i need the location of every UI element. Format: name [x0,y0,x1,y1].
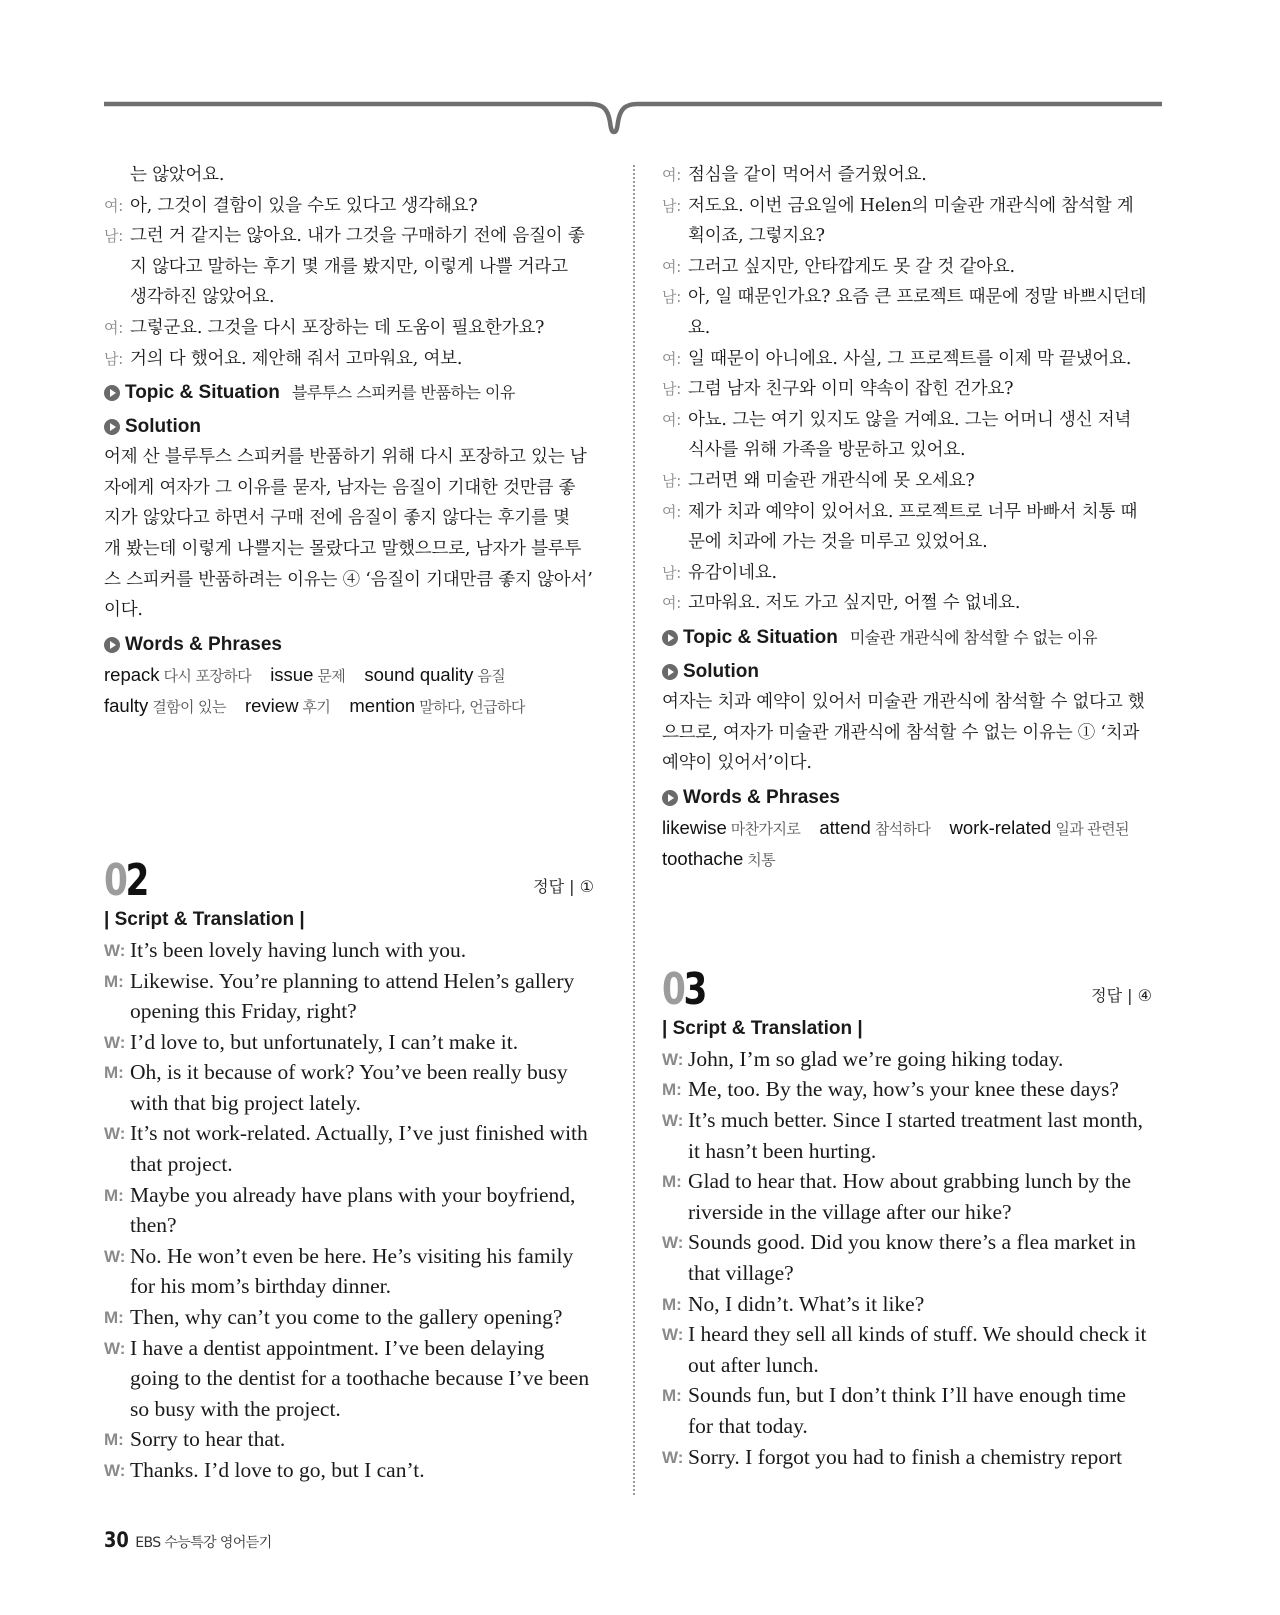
dialogue-line [662,1136,1152,1167]
dialogue-line [104,282,594,313]
speaker-label: M: [104,1430,124,1450]
vocab-korean: 다시 포장하다 [163,666,252,685]
dialogue-line [104,1455,594,1486]
topic-value: 미술관 개관식에 참석할 수 없는 이유 [849,627,1098,647]
dialogue-text: It’s been lovely having lunch with you. [130,937,467,962]
topic-value: 블루투스 스피커를 반품하는 이유 [291,383,515,403]
words-phrases-heading [104,630,594,660]
script-translation-title: | Script & Translation | [662,1017,863,1039]
dialogue-text: I heard they sell all kinds of stuff. We should check it [688,1322,1147,1347]
vocab-english: faulty [104,695,149,717]
play-bullet-icon [104,637,120,653]
vocab-english: toothache [662,848,744,870]
speaker-label: W: [104,940,126,960]
dialogue-line [662,221,1152,252]
right-column [662,160,1152,1472]
dialogue-text: 아뇨. 그는 여기 있지도 않을 거예요. 그는 어머니 생신 저녁 [688,409,1132,430]
topic-label: Topic & Situation [125,382,280,404]
dialogue-text: 저도요. 이번 금요일에 Helen의 미술관 개관식에 참석할 계 [688,195,1134,216]
dialogue-line [104,1302,594,1333]
dialogue-text: It’s much better. Since I started treatment last month, [688,1108,1143,1133]
question-header [104,854,594,906]
script-translation-title: | Script & Translation | [104,908,305,930]
vocab-english: work-related [949,816,1052,838]
dialogue-text: 요. [688,317,711,338]
english-script-q2 [104,935,594,1486]
play-bullet-icon [662,790,678,806]
dialogue-text: 그렇군요. 그것을 다시 포장하는 데 도움이 필요한가요? [130,317,545,338]
dialogue-line [662,435,1152,466]
dialogue-text: going to the dentist for a toothache because I’ve been [130,1366,590,1391]
dialogue-text: 그러면 왜 미술관 개관식에 못 오세요? [688,470,975,491]
dialogue-text: 생각하진 않았어요. [130,287,275,308]
play-bullet-icon [104,419,120,435]
dialogue-text: Maybe you already have plans with your boyfriend, [130,1182,576,1207]
speaker-label: 여: [104,318,124,337]
speaker-label: 여: [662,257,682,276]
dialogue-text: 지 않다고 말하는 후기 몇 개를 봤지만, 이렇게 나쁠 거라고 [130,256,568,277]
dialogue-line [662,466,1152,497]
speaker-label: 여: [662,502,682,521]
words-label: Words & Phrases [683,786,840,808]
speaker-label: 남: [104,227,124,246]
dialogue-line [662,160,1152,191]
column-divider [633,165,635,1495]
dialogue-line [104,1088,594,1119]
speaker-label: M: [104,1063,124,1083]
vocab-english: sound quality [364,663,474,685]
dialogue-text: out after lunch. [688,1352,819,1377]
dialogue-line [662,1044,1152,1075]
solution-text [104,442,594,626]
speaker-label: M: [104,971,124,991]
top-rule-ornament [104,100,1162,140]
vocab-english: attend [819,816,871,838]
dialogue-text: No. He won’t even be here. He’s visiting his family [130,1243,574,1268]
speaker-label: W: [104,1461,126,1480]
dialogue-text: 점심을 같이 먹어서 즐거웠어요. [688,165,927,185]
dialogue-text: 고마워요. 저도 가고 싶지만, 어쩔 수 없네요. [688,593,1021,614]
solution-line: 어제 산 블루투스 스피커를 반품하기 위해 다시 포장하고 있는 남 [104,447,587,468]
dialogue-line [104,1363,594,1394]
speaker-label: W: [104,1124,126,1144]
dialogue-line [104,1333,594,1364]
dialogue-text: 그런 거 같지는 않아요. 내가 그것을 구매하기 전에 음질이 좋 [130,226,585,247]
words-label: Words & Phrases [125,633,282,655]
speaker-label: M: [104,1185,124,1205]
vocab-item [104,695,226,716]
dialogue-text: opening this Friday, right? [130,999,357,1024]
dialogue-line [662,558,1152,589]
vocab-item [819,817,930,838]
dialogue-text: 아, 일 때문인가요? 요즘 큰 프로젝트 때문에 정말 바쁘시던데 [688,287,1147,308]
dialogue-line [662,282,1152,313]
speaker-label: W: [104,1032,126,1052]
solution-label: Solution [683,660,759,682]
speaker-label: 여: [104,196,124,215]
play-bullet-icon [662,630,678,646]
dialogue-line [662,1411,1152,1442]
question-number: 03 [662,963,706,1015]
dialogue-line [662,1380,1152,1411]
korean-dialogue-q2 [662,160,1152,619]
vocab-item [662,848,775,869]
dialogue-text: then? [130,1213,177,1238]
dialogue-line [662,313,1152,344]
dialogue-text: 획이죠, 그렇지요? [688,226,825,247]
dialogue-text: Glad to hear that. How about grabbing lunch by the [688,1169,1132,1194]
answer-label: 정답 | ① [533,876,594,896]
vocab-item [349,695,524,716]
dialogue-text: that village? [688,1261,794,1286]
dialogue-text: John, I’m so glad we’re going hiking today. [688,1046,1064,1071]
question-header [662,963,1152,1015]
dialogue-text: that project. [130,1152,233,1177]
speaker-label: W: [662,1111,684,1131]
dialogue-line [104,935,594,966]
dialogue-text: It’s not work-related. Actually, I’ve just finished with [130,1121,588,1146]
vocab-list [662,813,1144,876]
speaker-label: 남: [104,349,124,368]
solution-line: 개 봤는데 이렇게 나쁠지는 몰랐다고 말했으므로, 남자가 블루투 [104,538,582,559]
dialogue-text: for that today. [688,1414,808,1438]
dialogue-line [662,1197,1152,1228]
words-phrases-heading [662,783,1152,813]
solution-label: Solution [125,416,201,438]
speaker-label: W: [662,1325,684,1345]
speaker-label: 남: [662,563,682,582]
speaker-label: W: [104,1338,126,1358]
dialogue-line [104,1210,594,1241]
vocab-item [245,695,330,716]
vocab-korean: 참석하다 [874,819,931,838]
topic-label: Topic & Situation [683,626,838,648]
dialogue-line [104,1149,594,1180]
answer-label: 정답 | ④ [1091,985,1152,1005]
dialogue-text: 문에 치과에 가는 것을 미루고 있었어요. [688,532,988,553]
dialogue-line [662,588,1152,619]
solution-line: 스 스피커를 반품하려는 이유는 ④ ‘음질이 기대만큼 좋지 않아서’ [104,569,593,590]
dialogue-line [104,966,594,997]
speaker-label: W: [662,1233,684,1253]
speaker-label: 여: [662,166,682,184]
dialogue-text: Me, too. By the way, how’s your knee these days? [688,1077,1119,1102]
dialogue-text: Likewise. You’re planning to attend Helen’s gallery [130,968,575,993]
speaker-label: W: [104,1246,126,1266]
speaker-label: 여: [662,410,682,429]
dialogue-line [104,252,594,283]
dialogue-text: 제가 치과 예약이 있어서요. 프로젝트로 너무 바빠서 치통 때 [688,501,1138,522]
dialogue-text: so busy with the project. [130,1396,341,1421]
dialogue-text: Thanks. I’d love to go, but I can’t. [130,1458,425,1482]
speaker-label: 남: [662,380,682,399]
dialogue-line [662,374,1152,405]
dialogue-line [104,160,594,191]
dialogue-line [662,191,1152,222]
speaker-label: 남: [662,196,682,215]
vocab-english: likewise [662,816,727,838]
dialogue-line [662,1105,1152,1136]
solution-heading [104,412,594,442]
vocab-korean: 말하다, 언급하다 [419,698,525,717]
dialogue-line [662,1258,1152,1289]
dialogue-text: 일 때문이 아니에요. 사실, 그 프로젝트를 이제 막 끝냈어요. [688,348,1132,369]
vocab-item [662,817,800,838]
english-script-q3 [662,1044,1152,1472]
dialogue-line [662,1227,1152,1258]
dialogue-line [662,497,1152,528]
topic-situation-heading [662,623,1152,653]
dialogue-line [104,1027,594,1058]
vocab-korean: 음질 [477,666,506,685]
dialogue-line [104,1057,594,1088]
dialogue-line [104,313,594,344]
speaker-label: M: [662,1386,682,1406]
speaker-label: 남: [662,288,682,307]
korean-dialogue-q1-tail [104,160,594,374]
dialogue-line [662,1074,1152,1105]
dialogue-line [104,1118,594,1149]
dialogue-line [662,527,1152,558]
dialogue-text: Oh, is it because of work? You’ve been really busy [130,1060,568,1085]
dialogue-line [662,1166,1152,1197]
vocab-english: repack [104,663,160,685]
dialogue-line [104,1180,594,1211]
speaker-label: 여: [662,349,682,368]
question-number: 02 [104,854,148,906]
vocab-english: issue [270,663,314,685]
speaker-label: W: [662,1049,684,1069]
dialogue-line [662,252,1152,283]
dialogue-text: 아, 그것이 결함이 있을 수도 있다고 생각해요? [130,195,478,216]
dialogue-text: 는 않았어요. [130,165,225,185]
vocab-list [104,660,582,723]
page-number: 30 [104,1528,129,1552]
dialogue-text: Sounds good. Did you know there’s a flea market in [688,1230,1136,1255]
vocab-korean: 결함이 있는 [152,698,226,717]
vocab-korean: 마찬가지로 [730,819,801,838]
dialogue-text: 그러고 싶지만, 안타깝게도 못 갈 것 같아요. [688,256,1015,277]
dialogue-text: Then, why can’t you come to the gallery opening? [130,1305,563,1330]
speaker-label: 여: [662,594,682,613]
solution-line: 자에게 여자가 그 이유를 묻자, 남자는 음질이 기대한 것만큼 좋 [104,477,576,498]
speaker-label: M: [662,1172,682,1192]
speaker-label: M: [104,1308,124,1328]
page-footer [104,1528,272,1552]
dialogue-line [662,1319,1152,1350]
play-bullet-icon [104,385,120,401]
solution-line: 예약이 있어서’이다. [662,753,812,774]
vocab-item [364,664,505,685]
play-bullet-icon [662,664,678,680]
dialogue-line [104,221,594,252]
speaker-label: M: [662,1294,682,1314]
dialogue-text: No, I didn’t. What’s it like? [688,1291,925,1316]
dialogue-text: it hasn’t been hurting. [688,1138,877,1163]
vocab-english: review [244,695,299,717]
vocab-item [270,664,345,685]
solution-text [662,687,1152,779]
speaker-label: M: [662,1080,682,1100]
vocab-item [950,817,1129,838]
dialogue-line [104,344,594,375]
dialogue-line [104,996,594,1027]
dialogue-text: for his mom’s birthday dinner. [130,1274,391,1299]
solution-line: 지가 않았다고 하면서 구매 전에 음질이 좋지 않다는 후기를 몇 [104,508,570,529]
solution-line: 으므로, 여자가 미술관 개관식에 참석할 수 없는 이유는 ① ‘치과 [662,722,1140,743]
dialogue-text: 식사를 위해 가족을 방문하고 있어요. [688,440,966,461]
dialogue-text: I’d love to, but unfortunately, I can’t make it. [130,1029,519,1054]
vocab-english: mention [349,695,416,717]
dialogue-text: I have a dentist appointment. I’ve been delaying [130,1335,545,1360]
vocab-korean: 문제 [317,666,346,685]
dialogue-line [662,344,1152,375]
solution-line: 여자는 치과 예약이 있어서 미술관 개관식에 참석할 수 없다고 했 [662,691,1145,712]
dialogue-line [662,1350,1152,1381]
dialogue-line [662,1289,1152,1320]
dialogue-line [662,1442,1152,1473]
dialogue-line [104,1271,594,1302]
dialogue-text: Sounds fun, but I don’t think I’ll have enough time [688,1383,1126,1408]
vocab-korean: 후기 [302,698,331,717]
vocab-korean: 치통 [747,851,776,870]
dialogue-line [104,191,594,222]
left-column [104,160,594,1486]
dialogue-text: with that big project lately. [130,1090,361,1115]
speaker-label: W: [662,1447,684,1467]
dialogue-line [104,1241,594,1272]
dialogue-text: Sorry to hear that. [130,1427,286,1452]
vocab-korean: 일과 관련된 [1055,819,1129,838]
dialogue-text: 그럼 남자 친구와 이미 약속이 잡힌 건가요? [688,379,1014,400]
dialogue-text: Sorry. I forgot you had to finish a chemistry report [688,1444,1123,1469]
book-title: EBS 수능특강 영어듣기 [135,1535,272,1551]
speaker-label: 남: [662,471,682,490]
dialogue-line [662,405,1152,436]
dialogue-line [104,1394,594,1425]
dialogue-text: 거의 다 했어요. 제안해 줘서 고마워요, 여보. [130,348,463,369]
dialogue-text: 유감이네요. [688,562,777,583]
vocab-item [104,664,251,685]
dialogue-line [104,1424,594,1455]
topic-situation-heading [104,378,594,408]
solution-heading [662,657,1152,687]
dialogue-text: riverside in the village after our hike? [688,1199,1012,1224]
solution-line: 이다. [104,600,143,621]
